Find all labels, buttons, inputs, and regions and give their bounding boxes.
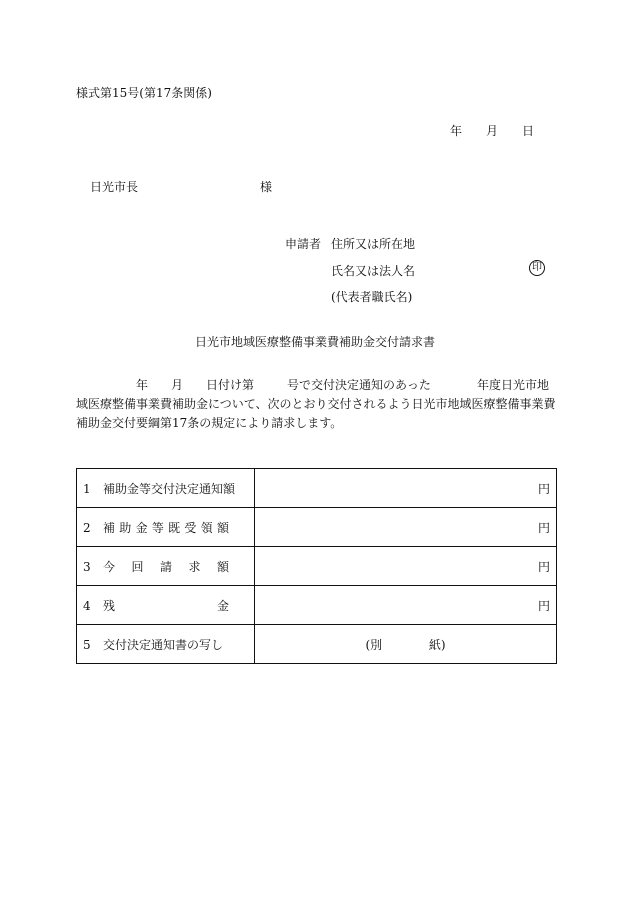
label-char: 補 <box>103 520 116 535</box>
body-day-issue: 日付け第 <box>206 378 255 392</box>
separate-sheet-note <box>366 636 446 653</box>
table-row <box>77 547 557 586</box>
label-char: 助 <box>119 520 132 535</box>
row-number: 2 <box>83 520 91 535</box>
label-char: 受 <box>184 520 197 535</box>
label-char: 請 <box>159 559 172 574</box>
label-char: 求 <box>188 559 201 574</box>
yen-unit: 円 <box>537 520 550 535</box>
row-label-text: 補助金等交付決定通知額 <box>103 481 236 496</box>
table-row <box>77 625 557 664</box>
applicant-role: 申請者 <box>285 237 322 251</box>
body-number: 号で交付決定通知のあった <box>287 378 431 392</box>
amount-cell[interactable] <box>255 469 557 508</box>
body-line-1 <box>76 376 566 395</box>
attachment-cell <box>255 625 557 664</box>
label-char: 今 <box>103 559 116 574</box>
label-char: 額 <box>216 520 229 535</box>
addressee-honorific: 様 <box>260 180 273 194</box>
seal-mark: 印 <box>529 260 545 276</box>
label-char: 金 <box>216 598 229 613</box>
label-char: 既 <box>168 520 181 535</box>
row-label-text <box>103 519 229 536</box>
yen-unit: 円 <box>537 598 550 613</box>
addressee-name: 日光市長 <box>90 180 139 194</box>
yen-unit: 円 <box>537 559 550 574</box>
applicant-address-label: 住所又は所在地 <box>331 237 416 251</box>
row-number: 5 <box>83 637 91 652</box>
yen-unit: 円 <box>537 481 550 496</box>
body-paragraph <box>76 376 566 433</box>
document-title: 日光市地域医療整備事業費補助金交付請求書 <box>194 335 435 349</box>
body-year: 年 <box>136 378 149 392</box>
date-month: 月 <box>486 124 499 138</box>
label-char: 残 <box>103 598 116 613</box>
body-month: 月 <box>171 378 184 392</box>
label-char: 等 <box>151 520 164 535</box>
table-row <box>77 469 557 508</box>
label-char: 領 <box>200 520 213 535</box>
body-line-3: 補助金交付要綱第17条の規定により請求します。 <box>76 416 343 430</box>
label-char: 額 <box>216 559 229 574</box>
form-number: 様式第15号(第17条関係) <box>76 86 212 100</box>
applicant-name-label: 氏名又は法人名 <box>331 264 416 278</box>
row-number: 1 <box>83 481 91 496</box>
date-year: 年 <box>450 124 463 138</box>
note-char: 紙) <box>428 637 446 652</box>
note-char: (別 <box>365 637 383 652</box>
row-label <box>77 469 255 508</box>
amount-table <box>76 468 557 664</box>
row-number: 4 <box>83 598 91 613</box>
applicant-representative-label: (代表者職氏名) <box>331 290 413 304</box>
row-number: 3 <box>83 559 91 574</box>
amount-cell[interactable] <box>255 508 557 547</box>
row-label <box>77 586 255 625</box>
row-label <box>77 547 255 586</box>
row-label-text: 交付決定通知書の写し <box>103 637 224 652</box>
amount-cell[interactable] <box>255 547 557 586</box>
table-row <box>77 586 557 625</box>
row-label <box>77 508 255 547</box>
row-label <box>77 625 255 664</box>
date-day: 日 <box>522 124 535 138</box>
label-char: 回 <box>131 559 144 574</box>
body-fiscal-year: 年度日光市地 <box>476 378 549 392</box>
label-char: 金 <box>135 520 148 535</box>
body-line-2: 域医療整備事業費補助金について、次のとおり交付されるよう日光市地域医療整備事業費 <box>76 397 556 411</box>
amount-cell[interactable] <box>255 586 557 625</box>
addressee <box>90 178 272 195</box>
date-line <box>450 122 534 139</box>
table-row <box>77 508 557 547</box>
row-label-text <box>103 597 229 614</box>
row-label-text <box>103 558 229 575</box>
